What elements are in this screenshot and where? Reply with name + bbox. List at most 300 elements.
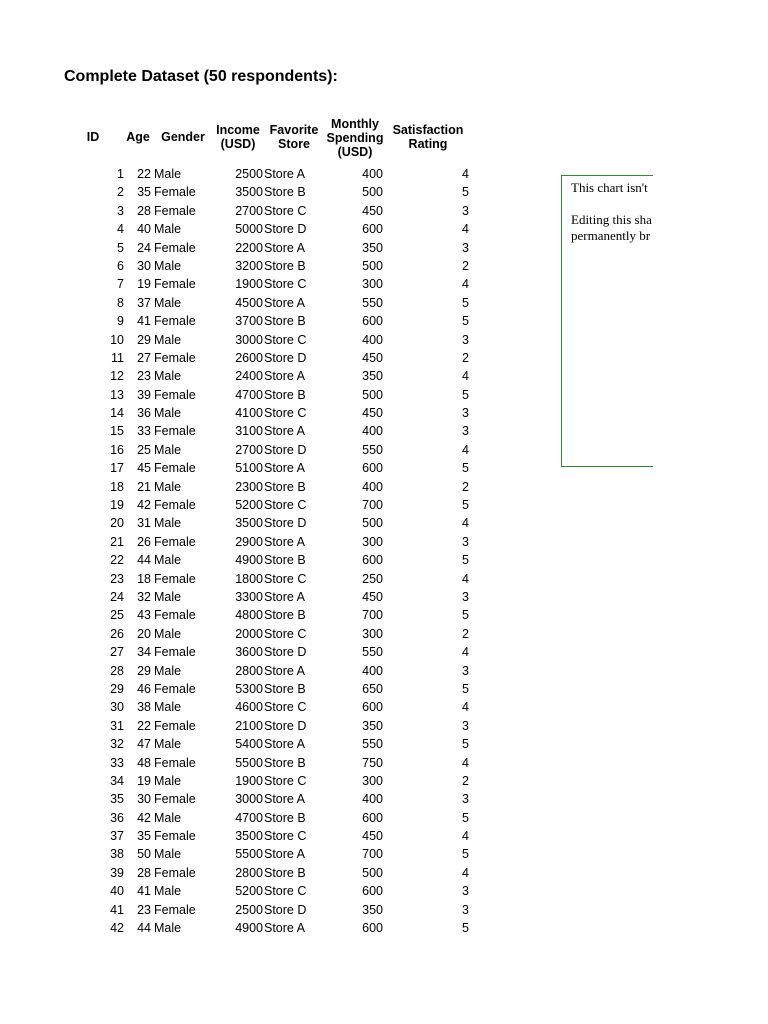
cell-store: Store A xyxy=(264,737,305,752)
cell-income: 3200 xyxy=(235,258,263,273)
chart-placeholder-text: This chart isn't xyxy=(571,180,648,195)
cell-age: 46 xyxy=(137,681,151,696)
cell-gender: Male xyxy=(154,406,182,421)
cell-id: 2 xyxy=(117,185,124,200)
table-body xyxy=(0,165,480,937)
cell-age: 22 xyxy=(137,167,151,181)
cell-income: 2800 xyxy=(235,865,263,880)
table-row xyxy=(0,919,480,937)
cell-satisfaction: 3 xyxy=(462,902,469,917)
cell-store: Store C xyxy=(264,773,307,788)
cell-gender: Male xyxy=(154,700,182,715)
cell-spending: 450 xyxy=(362,829,383,844)
cell-spending: 600 xyxy=(362,222,383,237)
cell-store: Store B xyxy=(264,865,306,880)
cell-income: 1900 xyxy=(235,277,263,292)
table-row xyxy=(0,459,480,477)
cell-satisfaction: 5 xyxy=(462,461,469,476)
cell-spending: 550 xyxy=(362,645,383,660)
cell-gender: Male xyxy=(154,773,182,788)
cell-income: 4600 xyxy=(235,700,263,715)
cell-gender: Male xyxy=(154,553,182,568)
table-row xyxy=(0,754,480,772)
cell-id: 34 xyxy=(110,773,124,788)
cell-income: 4500 xyxy=(235,295,263,310)
cell-store: Store B xyxy=(264,314,306,329)
table-row xyxy=(0,790,480,808)
cell-satisfaction: 5 xyxy=(462,847,469,862)
cell-income: 2900 xyxy=(235,534,263,549)
cell-gender: Female xyxy=(154,571,196,586)
cell-age: 40 xyxy=(137,222,151,237)
table-row xyxy=(0,294,480,312)
table-row xyxy=(0,643,480,661)
cell-income: 4700 xyxy=(235,387,263,402)
cell-id: 41 xyxy=(110,902,124,917)
cell-income: 5400 xyxy=(235,737,263,752)
cell-gender: Female xyxy=(154,865,196,880)
cell-store: Store B xyxy=(264,810,306,825)
cell-spending: 300 xyxy=(362,277,383,292)
cell-store: Store A xyxy=(264,167,305,181)
table-row xyxy=(0,441,480,459)
cell-income: 2700 xyxy=(235,442,263,457)
table-row xyxy=(0,680,480,698)
cell-spending: 700 xyxy=(362,498,383,513)
cell-age: 21 xyxy=(137,479,151,494)
cell-id: 8 xyxy=(117,295,124,310)
cell-spending: 400 xyxy=(362,167,383,181)
cell-age: 33 xyxy=(137,424,151,439)
table-row xyxy=(0,331,480,349)
cell-id: 36 xyxy=(110,810,124,825)
cell-satisfaction: 2 xyxy=(462,773,469,788)
cell-store: Store D xyxy=(264,718,307,733)
cell-store: Store C xyxy=(264,498,307,513)
table-row xyxy=(0,698,480,716)
cell-age: 39 xyxy=(137,387,151,402)
cell-store: Store A xyxy=(264,240,305,255)
cell-satisfaction: 4 xyxy=(462,645,469,660)
cell-age: 24 xyxy=(137,240,151,255)
cell-spending: 600 xyxy=(362,461,383,476)
cell-store: Store B xyxy=(264,681,306,696)
cell-id: 7 xyxy=(117,277,124,292)
cell-gender: Male xyxy=(154,369,182,384)
cell-satisfaction: 5 xyxy=(462,295,469,310)
cell-id: 29 xyxy=(110,681,124,696)
cell-id: 15 xyxy=(110,424,124,439)
cell-spending: 450 xyxy=(362,350,383,365)
cell-gender: Male xyxy=(154,626,182,641)
cell-id: 37 xyxy=(110,829,124,844)
cell-gender: Female xyxy=(154,902,196,917)
header-id: ID xyxy=(86,130,100,144)
table-row xyxy=(0,202,480,220)
cell-age: 34 xyxy=(137,645,151,660)
cell-id: 26 xyxy=(110,626,124,641)
cell-age: 42 xyxy=(137,810,151,825)
cell-income: 2300 xyxy=(235,479,263,494)
cell-satisfaction: 3 xyxy=(462,332,469,347)
header-store: Favorite Store xyxy=(269,123,319,151)
table-row xyxy=(0,183,480,201)
cell-id: 38 xyxy=(110,847,124,862)
cell-store: Store C xyxy=(264,406,307,421)
cell-age: 41 xyxy=(137,884,151,899)
cell-gender: Female xyxy=(154,387,196,402)
cell-age: 25 xyxy=(137,442,151,457)
cell-satisfaction: 2 xyxy=(462,479,469,494)
cell-income: 5500 xyxy=(235,755,263,770)
table-row xyxy=(0,809,480,827)
cell-store: Store A xyxy=(264,792,305,807)
cell-income: 3000 xyxy=(235,332,263,347)
cell-age: 29 xyxy=(137,663,151,678)
cell-gender: Female xyxy=(154,718,196,733)
cell-store: Store C xyxy=(264,277,307,292)
cell-satisfaction: 3 xyxy=(462,406,469,421)
table-row xyxy=(0,239,480,257)
cell-spending: 650 xyxy=(362,681,383,696)
table-row xyxy=(0,496,480,514)
cell-id: 14 xyxy=(110,406,124,421)
table-row xyxy=(0,275,480,293)
cell-income: 5200 xyxy=(235,884,263,899)
cell-income: 3500 xyxy=(235,185,263,200)
cell-satisfaction: 3 xyxy=(462,589,469,604)
cell-id: 33 xyxy=(110,755,124,770)
cell-gender: Female xyxy=(154,461,196,476)
cell-spending: 450 xyxy=(362,406,383,421)
cell-spending: 500 xyxy=(362,865,383,880)
cell-id: 11 xyxy=(111,350,124,365)
cell-store: Store B xyxy=(264,755,306,770)
cell-id: 4 xyxy=(117,222,124,237)
cell-store: Store A xyxy=(264,663,305,678)
cell-gender: Female xyxy=(154,681,196,696)
cell-id: 16 xyxy=(110,442,124,457)
cell-spending: 550 xyxy=(362,737,383,752)
cell-satisfaction: 2 xyxy=(462,258,469,273)
cell-gender: Female xyxy=(154,498,196,513)
cell-spending: 300 xyxy=(362,773,383,788)
cell-store: Store A xyxy=(264,424,305,439)
cell-age: 29 xyxy=(137,332,151,347)
cell-income: 2200 xyxy=(235,240,263,255)
cell-gender: Male xyxy=(154,332,182,347)
cell-gender: Male xyxy=(154,663,182,678)
chart-placeholder[interactable] xyxy=(561,175,653,467)
cell-id: 20 xyxy=(110,516,124,531)
cell-gender: Male xyxy=(154,442,182,457)
cell-id: 12 xyxy=(110,369,124,384)
header-satisfaction: Satisfaction Rating xyxy=(392,123,464,151)
cell-id: 23 xyxy=(110,571,124,586)
cell-spending: 350 xyxy=(362,369,383,384)
cell-store: Store A xyxy=(264,589,305,604)
cell-age: 43 xyxy=(137,608,151,623)
cell-store: Store D xyxy=(264,645,307,660)
cell-satisfaction: 4 xyxy=(462,369,469,384)
cell-age: 37 xyxy=(137,295,151,310)
cell-id: 17 xyxy=(110,461,124,476)
cell-store: Store C xyxy=(264,829,307,844)
cell-spending: 350 xyxy=(362,902,383,917)
chart-placeholder-text: Editing this sha xyxy=(571,212,652,227)
cell-store: Store B xyxy=(264,387,306,402)
table-row xyxy=(0,827,480,845)
cell-satisfaction: 4 xyxy=(462,167,469,181)
cell-income: 2500 xyxy=(235,902,263,917)
cell-satisfaction: 3 xyxy=(462,424,469,439)
table-row xyxy=(0,735,480,753)
cell-store: Store C xyxy=(264,700,307,715)
cell-store: Store D xyxy=(264,442,307,457)
cell-spending: 600 xyxy=(362,314,383,329)
cell-id: 9 xyxy=(117,314,124,329)
cell-satisfaction: 5 xyxy=(462,810,469,825)
cell-store: Store A xyxy=(264,921,305,936)
cell-income: 2000 xyxy=(235,626,263,641)
cell-id: 22 xyxy=(110,553,124,568)
cell-gender: Female xyxy=(154,829,196,844)
cell-satisfaction: 4 xyxy=(462,755,469,770)
cell-spending: 400 xyxy=(362,479,383,494)
cell-id: 27 xyxy=(110,645,124,660)
cell-id: 42 xyxy=(110,921,124,936)
cell-age: 38 xyxy=(137,700,151,715)
cell-satisfaction: 4 xyxy=(462,571,469,586)
table-row xyxy=(0,772,480,790)
cell-satisfaction: 5 xyxy=(462,681,469,696)
cell-gender: Male xyxy=(154,516,182,531)
table-row xyxy=(0,533,480,551)
cell-id: 6 xyxy=(117,258,124,273)
cell-spending: 600 xyxy=(362,884,383,899)
cell-satisfaction: 3 xyxy=(462,534,469,549)
cell-spending: 450 xyxy=(362,203,383,218)
cell-satisfaction: 5 xyxy=(462,608,469,623)
cell-spending: 600 xyxy=(362,553,383,568)
cell-satisfaction: 5 xyxy=(462,737,469,752)
cell-income: 5300 xyxy=(235,681,263,696)
cell-income: 2800 xyxy=(235,663,263,678)
cell-gender: Male xyxy=(154,921,182,936)
cell-satisfaction: 4 xyxy=(462,865,469,880)
cell-gender: Female xyxy=(154,792,196,807)
table-row xyxy=(0,514,480,532)
chart-placeholder-text: permanently br xyxy=(571,228,651,243)
cell-income: 2600 xyxy=(235,350,263,365)
cell-spending: 750 xyxy=(362,755,383,770)
cell-income: 3300 xyxy=(235,589,263,604)
cell-store: Store A xyxy=(264,369,305,384)
table-row xyxy=(0,404,480,422)
table-row xyxy=(0,220,480,238)
cell-satisfaction: 5 xyxy=(462,921,469,936)
table-row xyxy=(0,478,480,496)
cell-store: Store D xyxy=(264,902,307,917)
table-row xyxy=(0,165,480,183)
cell-spending: 400 xyxy=(362,424,383,439)
table-row xyxy=(0,717,480,735)
cell-satisfaction: 5 xyxy=(462,185,469,200)
table-row xyxy=(0,257,480,275)
cell-income: 4700 xyxy=(235,810,263,825)
cell-store: Store B xyxy=(264,185,306,200)
cell-age: 35 xyxy=(137,829,151,844)
cell-satisfaction: 5 xyxy=(462,387,469,402)
cell-age: 28 xyxy=(137,203,151,218)
cell-gender: Male xyxy=(154,258,182,273)
cell-satisfaction: 4 xyxy=(462,222,469,237)
cell-spending: 450 xyxy=(362,589,383,604)
cell-gender: Male xyxy=(154,737,182,752)
cell-age: 19 xyxy=(137,277,151,292)
cell-income: 3500 xyxy=(235,516,263,531)
cell-spending: 300 xyxy=(362,534,383,549)
cell-gender: Male xyxy=(154,295,182,310)
cell-age: 42 xyxy=(137,498,151,513)
cell-satisfaction: 2 xyxy=(462,350,469,365)
cell-store: Store D xyxy=(264,350,307,365)
cell-spending: 350 xyxy=(362,240,383,255)
cell-gender: Female xyxy=(154,203,196,218)
table-row xyxy=(0,662,480,680)
cell-satisfaction: 3 xyxy=(462,792,469,807)
cell-satisfaction: 2 xyxy=(462,626,469,641)
table-row xyxy=(0,901,480,919)
table-row xyxy=(0,625,480,643)
cell-income: 2400 xyxy=(235,369,263,384)
cell-income: 4100 xyxy=(235,406,263,421)
cell-income: 5200 xyxy=(235,498,263,513)
cell-gender: Male xyxy=(154,222,182,237)
cell-spending: 500 xyxy=(362,387,383,402)
cell-store: Store A xyxy=(264,534,305,549)
cell-id: 35 xyxy=(110,792,124,807)
cell-gender: Male xyxy=(154,167,182,181)
cell-id: 32 xyxy=(110,737,124,752)
cell-spending: 550 xyxy=(362,295,383,310)
cell-store: Store A xyxy=(264,295,305,310)
cell-id: 39 xyxy=(110,865,124,880)
cell-age: 30 xyxy=(137,258,151,273)
table-row xyxy=(0,845,480,863)
cell-id: 40 xyxy=(110,884,124,899)
cell-age: 41 xyxy=(137,314,151,329)
cell-satisfaction: 5 xyxy=(462,553,469,568)
cell-gender: Female xyxy=(154,185,196,200)
cell-age: 20 xyxy=(137,626,151,641)
cell-spending: 500 xyxy=(362,516,383,531)
cell-spending: 400 xyxy=(362,332,383,347)
header-spending: Monthly Spending (USD) xyxy=(326,117,384,159)
cell-income: 3700 xyxy=(235,314,263,329)
cell-satisfaction: 5 xyxy=(462,498,469,513)
cell-gender: Female xyxy=(154,350,196,365)
cell-age: 35 xyxy=(137,185,151,200)
cell-age: 28 xyxy=(137,865,151,880)
cell-satisfaction: 5 xyxy=(462,314,469,329)
cell-age: 30 xyxy=(137,792,151,807)
cell-income: 3500 xyxy=(235,829,263,844)
cell-satisfaction: 3 xyxy=(462,240,469,255)
table-row xyxy=(0,606,480,624)
cell-gender: Female xyxy=(154,755,196,770)
cell-spending: 300 xyxy=(362,626,383,641)
cell-age: 44 xyxy=(137,921,151,936)
cell-spending: 350 xyxy=(362,718,383,733)
cell-store: Store C xyxy=(264,571,307,586)
table-row xyxy=(0,570,480,588)
cell-store: Store B xyxy=(264,553,306,568)
cell-id: 5 xyxy=(117,240,124,255)
cell-id: 25 xyxy=(110,608,124,623)
table-row xyxy=(0,386,480,404)
cell-spending: 250 xyxy=(362,571,383,586)
table-row xyxy=(0,882,480,900)
cell-gender: Female xyxy=(154,424,196,439)
cell-age: 45 xyxy=(137,461,151,476)
cell-satisfaction: 3 xyxy=(462,718,469,733)
header-age: Age xyxy=(126,130,150,144)
cell-spending: 500 xyxy=(362,185,383,200)
cell-age: 36 xyxy=(137,406,151,421)
cell-spending: 400 xyxy=(362,663,383,678)
cell-income: 4900 xyxy=(235,553,263,568)
cell-age: 32 xyxy=(137,589,151,604)
cell-age: 23 xyxy=(137,369,151,384)
cell-satisfaction: 4 xyxy=(462,277,469,292)
table-row xyxy=(0,588,480,606)
cell-gender: Male xyxy=(154,810,182,825)
cell-store: Store B xyxy=(264,258,306,273)
cell-store: Store A xyxy=(264,461,305,476)
table-row xyxy=(0,312,480,330)
cell-satisfaction: 3 xyxy=(462,663,469,678)
cell-gender: Female xyxy=(154,240,196,255)
cell-age: 18 xyxy=(137,571,151,586)
cell-store: Store C xyxy=(264,203,307,218)
cell-store: Store B xyxy=(264,479,306,494)
cell-satisfaction: 4 xyxy=(462,829,469,844)
cell-satisfaction: 4 xyxy=(462,516,469,531)
cell-id: 24 xyxy=(110,589,124,604)
cell-age: 31 xyxy=(137,516,151,531)
cell-spending: 500 xyxy=(362,258,383,273)
cell-store: Store B xyxy=(264,608,306,623)
cell-income: 2700 xyxy=(235,203,263,218)
table-row xyxy=(0,367,480,385)
cell-id: 21 xyxy=(110,534,124,549)
cell-income: 3000 xyxy=(235,792,263,807)
cell-satisfaction: 4 xyxy=(462,442,469,457)
cell-store: Store D xyxy=(264,516,307,531)
cell-income: 2100 xyxy=(235,718,263,733)
cell-age: 50 xyxy=(137,847,151,862)
cell-gender: Female xyxy=(154,534,196,549)
cell-income: 5500 xyxy=(235,847,263,862)
cell-gender: Male xyxy=(154,479,182,494)
cell-store: Store A xyxy=(264,847,305,862)
cell-gender: Male xyxy=(154,847,182,862)
cell-spending: 700 xyxy=(362,608,383,623)
cell-satisfaction: 3 xyxy=(462,884,469,899)
cell-age: 19 xyxy=(137,773,151,788)
cell-id: 1 xyxy=(117,167,124,181)
